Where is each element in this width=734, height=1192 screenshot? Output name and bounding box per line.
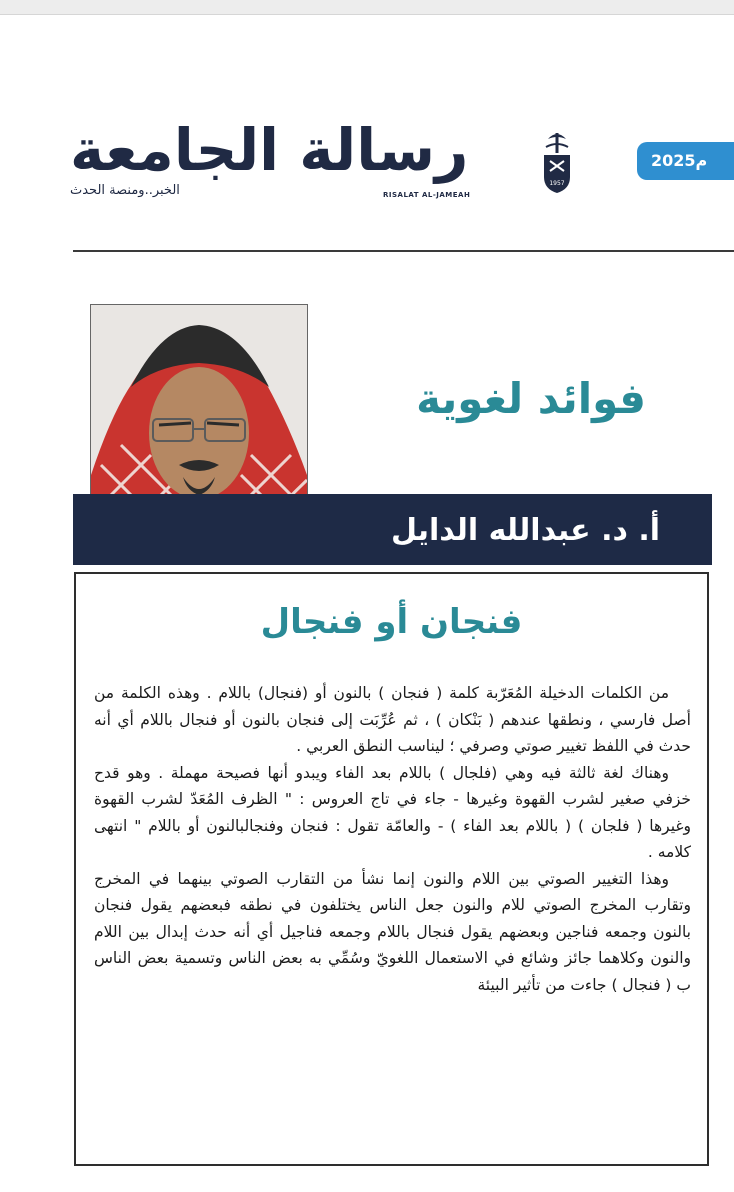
top-strip — [0, 0, 734, 15]
section-title: فوائد لغوية — [416, 374, 646, 423]
article-paragraph: وهذا التغيير الصوتي بين اللام والنون إنما نشأ من التقارب الصوتي بينهما في المخرج وتقارب المخرج الصوتي للام والنون جعل الناس يختلفون في نطقه فبعضهم يقول فنجان بالنون وجمعه فناجين وبعضهم يقول فنجال باللام وجمعه فناجيل أي أنه حدث إبدال بين اللام والنون وكلاهما جائز وشائع في الاستعمال اللغويّ وسُمِّي به بعض الناس وتسمية بعض الناس ب ( فنجال ) جاءت من تأثير البيئة — [94, 869, 691, 994]
emblem-year: 1957 — [549, 180, 565, 187]
masthead-tagline: الخبر..ومنصة الحدث — [70, 183, 180, 198]
header-divider — [73, 250, 734, 252]
article-title: فنجان أو فنجال — [260, 602, 523, 642]
masthead-title: رسالة الجامعة — [70, 116, 469, 184]
article-paragraph: وهناك لغة ثالثة فيه وهي (فلجال ) باللام بعد الفاء ويبدو أنها فصيحة مهملة . وهو قدح خزفي صغير لشرب القهوة وغيرها - جاء في تاج العروس : " الظرف المُعَدّ لشرب القهوة وغيرها ( فلجان ) ( باللام بعد الفاء ) - والعامّة تقول : فنجان وفنجالبالنون أو باللام " انتهى كلامه . — [94, 763, 691, 861]
author-name: أ. د. عبدالله الدايل — [390, 513, 660, 548]
masthead-latin-name: RISALAT AL-JAMEAH — [383, 191, 471, 199]
article-body — [94, 680, 691, 998]
date-badge: 2025م — [637, 142, 734, 180]
masthead-logo — [70, 115, 590, 210]
article-paragraph: من الكلمات الدخيلة المُعَرّبة كلمة ( فنجان ) بالنون أو (فنجال) باللام . وهذه الكلمة من أصل فارسي ، ونطقها عندهم ( بَنْكان ) ، ثم عُرِّبَت إلى فنجان بالنون أو فنجال باللام أي أنه حدث في اللفظ تغيير صوتي وصرفي ؛ ليناسب النطق العربي . — [94, 684, 691, 755]
university-emblem-icon — [532, 127, 582, 197]
article-box — [74, 572, 709, 1166]
